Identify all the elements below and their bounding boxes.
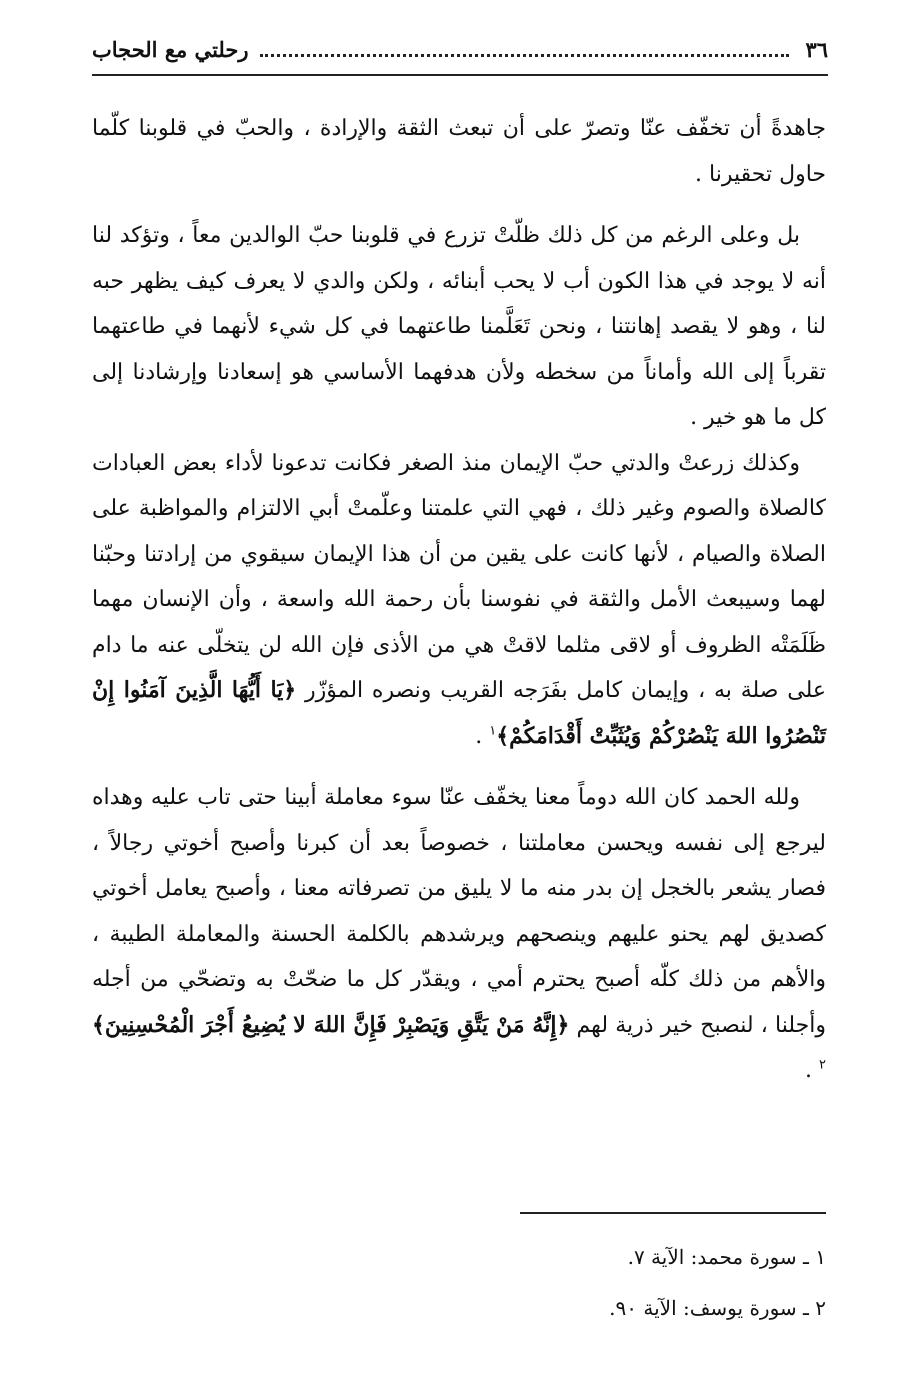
- footnote-1: ١ ـ سورة محمد: الآية ٧.: [627, 1245, 826, 1269]
- dotted-leader: [260, 54, 789, 57]
- footnotes: [92, 1232, 826, 1334]
- paragraph-text: جاهدةً أن تخفّف عنّا وتصرّ على أن تبعث الثقة والإرادة ، والحبّ في قلوبنا كلّما حاول تحقيرنا .: [92, 116, 826, 187]
- body-text: [92, 106, 826, 1094]
- paragraph-text: ولله الحمد كان الله دوماً معنا يخفّف عنّا سوء معاملة أبينا حتى تاب عليه وهداه ليرجع إلى نفسه ويحسن معاملتنا ، خصوصاً بعد أن كبرنا وأصبح أخوتي رجالاً ، فصار يشعر بالخجل إن بدر منه ما لا يليق من تصرفاته معنا ، وأصبح يعامل أخوتي كصديق لهم يحنو عليهم وينصحهم ويرشدهم بالكلمة الحسنة والمعاملة الطيبة ، والأهم من ذلك كلّه أصبح يحترم أمي ، ويقدّر كل ما ضحّتْ به وتضحّي من أجله وأجلنا ، لنصبح خير ذرية لهم: [92, 785, 826, 1038]
- paragraph-end: .: [805, 1058, 820, 1083]
- footnote-rule: [520, 1212, 826, 1214]
- quran-verse: ﴿يَا أَيُّهَا الَّذِينَ آمَنُوا إِنْ تَنْصُرُوا اللهَ يَنْصُرْكُمْ وَيُثَبِّتْ أَقْدَامَكُمْ﴾: [92, 677, 826, 749]
- paragraph-3: [92, 441, 826, 760]
- footnote-mark: ١: [489, 723, 497, 739]
- paragraph-2: [92, 213, 826, 441]
- page-number: ٣٦: [805, 36, 828, 62]
- footnote-2: ٢ ـ سورة يوسف: الآية ٩٠.: [609, 1296, 826, 1320]
- paragraph-1: [92, 106, 826, 197]
- paragraph-4: [92, 775, 826, 1094]
- paragraph-text: وكذلك زرعتْ والدتي حبّ الإيمان منذ الصغر فكانت تدعونا لأداء بعض العبادات كالصلاة والصوم وغير ذلك ، فهي التي علمتنا وعلّمتْ أبي الالتزام والمواظبة على الصلاة والصيام ، لأنها كانت على يقين من أن هذا الإيمان سيقوي من إرادتنا وحبّنا لهما وسيبعث الأمل والثقة في نفوسنا بأن رحمة الله واسعة ، وأن الإنسان مهما ظَلَمَتْه الظروف أو لاقى مثلما لاقتْ هي من الأذى فإن الله لن يتخلّى عنه ما دام على صلة به ، وإيمان كامل بفَرَجه القريب ونصره المؤزّر: [92, 450, 827, 703]
- running-header: [92, 30, 828, 68]
- paragraph-text: بل وعلى الرغم من كل ذلك ظلّتْ تزرع في قلوبنا حبّ الوالدين معاً ، وتؤكد لنا أنه لا يوجد في هذا الكون أب لا يحب أبنائه ، ولكن والدي لا يعرف كيف يظهر حبه لنا ، وهو لا يقصد إهانتنا ، ونحن تَعَلَّمنا طاعتهما في كل شيء لأنهما في طاعتهما تقرباً إلى الله وأماناً من سخطه ولأن هدفهما الأساسي هو إسعادنا وإرشادنا إلى كل ما هو خير .: [92, 223, 826, 430]
- book-title: رحلتي مع الحجاب: [92, 36, 249, 62]
- header-rule: [92, 74, 828, 76]
- quran-verse: ﴿إِنَّهُ مَنْ يَتَّقِ وَيَصْبِرْ فَإِنَّ اللهَ لا يُضِيعُ أَجْرَ الْمُحْسِنِينَ﴾: [92, 1011, 570, 1038]
- paragraph-end: .: [475, 723, 490, 749]
- footnote-mark: ٢: [819, 1057, 826, 1073]
